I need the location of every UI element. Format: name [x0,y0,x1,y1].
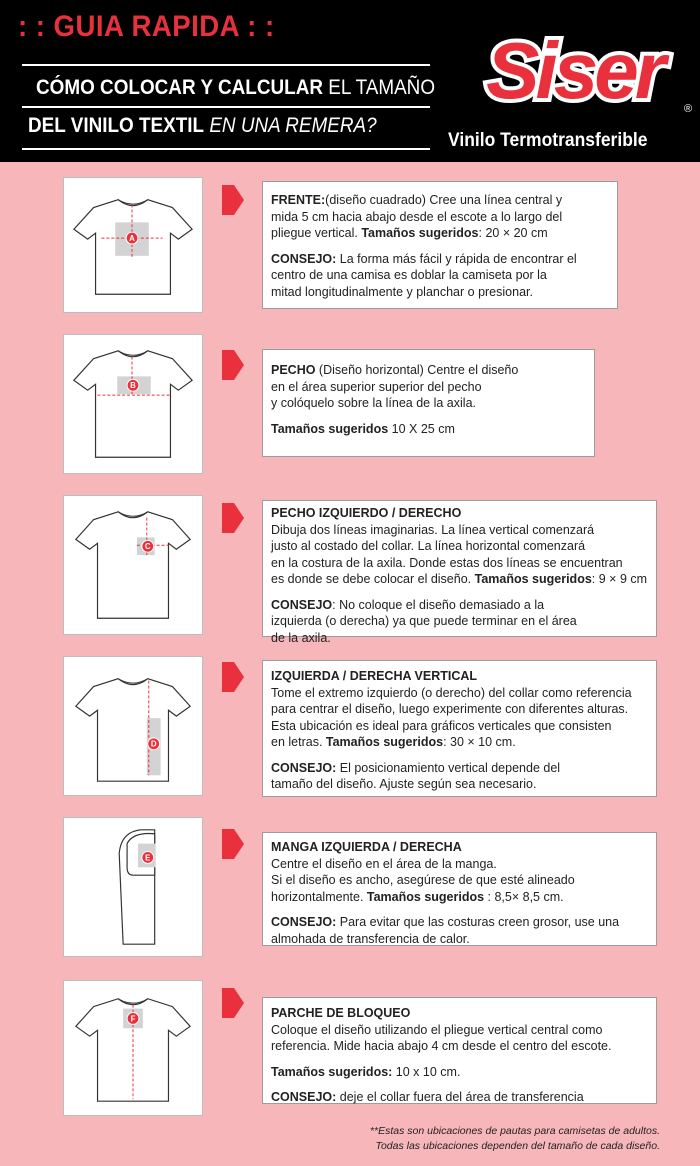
text-run: en la costura de la axila. Donde estas dos líneas se encuentran [271,555,623,570]
svg-text:A: A [129,234,135,244]
spacer [271,1055,648,1064]
svg-text:C: C [144,542,151,552]
text-run: mida 5 cm hacia abajo desde el escote a lo largo del [271,209,563,224]
text-run: Tome el extremo izquierdo (o derecho) del collar como referencia [271,685,632,700]
guide-title: : : GUIA RAPIDA : : [18,10,275,43]
svg-text:®: ® [684,103,692,115]
text-line [271,192,609,209]
text-line [271,395,586,412]
svg-text:F: F [130,1014,136,1024]
spacer [271,751,648,760]
text-line [271,718,648,735]
guide-subtitle-line1: CÓMO COLOCAR Y CALCULAR EL TAMAÑO [36,76,436,99]
guide-subtitle-line2: DEL VINILO TEXTIL EN UNA REMERA? [28,114,377,137]
header-banner [0,0,700,162]
text-line [271,760,648,777]
svg-text:E: E [145,853,151,863]
text-line [271,872,648,889]
arrow-right-icon [222,662,244,692]
spacer [271,1080,648,1089]
text-run: almohada de transferencia de calor. [271,931,470,946]
text-run: justo al costado del collar. La línea horizontal comenzará [271,539,586,553]
text-bold: IZQUIERDA / DERECHA VERTICAL [271,669,478,683]
text-run: : 30 × 10 cm. [443,735,516,749]
text-line [271,889,648,906]
text-line [271,362,586,379]
text-line [271,1022,648,1039]
text-run: (Diseño horizontal) Centre el diseño [315,363,519,377]
text-line [271,630,648,647]
text-bold: PECHO IZQUIERDO / DERECHO [271,506,462,520]
text-line [271,776,648,793]
text-run: Centre el diseño en el área de la manga. [271,856,497,871]
text-run: para centrar el diseño, luego experimente con diferentes alturas. [271,702,629,716]
text-line [271,209,609,226]
text-bold: PARCHE DE BLOQUEO [271,1006,411,1020]
text-run: Si el diseño es ancho, asegúrese de que esté alineado [271,873,575,887]
text-line [271,701,648,718]
arrow-right-icon [222,988,244,1018]
text-run: es donde se debe colocar el diseño. [271,572,475,586]
svg-text:Siser: Siser [486,26,662,115]
tshirt-chest-diagram [63,334,203,474]
text-line [271,421,586,438]
text-run: deje el collar fuera del área de transferencia [336,1090,584,1104]
text-run: de la axila. [271,630,331,645]
text-bold: Tamaños sugeridos [325,735,444,749]
text-bold: Tamaños sugeridos [271,421,389,436]
text-bold: CONSEJO [271,597,333,612]
spacer [271,905,648,914]
text-run: Coloque el diseño utilizando el pliegue vertical central como [271,1022,603,1037]
header-divider [22,106,430,108]
svg-text:B: B [130,381,136,391]
text-line [271,1064,648,1081]
text-run: centro de una camisa es doblar la camiseta por la [271,268,547,282]
svg-text:D: D [150,739,157,749]
arrow-right-icon [222,350,244,380]
text-run: en el área superior superior del pecho [271,379,482,394]
text-run: 10 x 10 cm. [392,1064,461,1079]
text-run: (diseño cuadrado) Cree una línea central y [325,193,563,207]
arrow-right-icon [222,503,244,533]
text-run: La forma más fácil y rápida de encontrar el [336,251,577,266]
text-line [271,505,648,522]
section-text-parche [262,997,657,1104]
text-run: Para evitar que las costuras creen grosor, use una [336,915,620,929]
text-run: izquierda (o derecha) ya que puede terminar en el área [271,614,577,628]
text-line [271,931,648,948]
header-divider [22,148,430,150]
text-run: pliegue vertical. [271,226,362,240]
text-run: horizontalmente. [271,889,367,904]
text-bold: Tamaños sugeridos [361,226,479,240]
text-run: : 8,5× 8,5 cm. [484,889,564,904]
section-text-pecho-izq-der [262,500,657,645]
section-text-pecho [262,349,595,457]
text-line [271,1038,648,1055]
text-line [271,1005,648,1022]
text-run: referencia. Mide hacia abajo 4 cm desde el centro del escote. [271,1039,612,1053]
text-line [271,267,609,284]
tshirt-sleeve-diagram [63,817,203,957]
text-line [271,613,648,630]
text-line [271,251,609,268]
text-line [271,379,586,396]
tshirt-patch-diagram [63,980,203,1116]
text-run: Esta ubicación es ideal para gráficos verticales que consisten [271,718,612,733]
text-line [271,284,609,301]
footer-note: **Estas son ubicaciones de pautas para camisetas de adultos. Todas las ubicaciones dependen del tamaño de cada diseño. [369,1125,660,1152]
text-run: El posicionamiento vertical depende del [336,760,561,775]
section-text-vertical [262,660,657,797]
text-line [271,685,648,702]
header-divider [22,64,430,66]
text-run: en letras. [271,735,326,749]
text-run: tamaño del diseño. Ajuste según sea necesario. [271,777,537,791]
text-line [271,571,648,588]
tagline: Vinilo Termotransferible [448,130,648,151]
arrow-right-icon [222,185,244,215]
text-bold: PECHO [271,363,316,377]
text-bold: MANGA IZQUIERDA / DERECHA [271,840,462,854]
text-bold: Tamaños sugeridos [474,572,592,586]
text-run: y colóquelo sobre la línea de la axila. [271,396,476,410]
text-bold: Tamaños sugeridos [366,889,485,904]
tshirt-front-diagram [63,177,203,313]
text-line [271,555,648,572]
tshirt-left-chest-diagram [63,495,203,635]
text-line [271,914,648,931]
text-line [271,597,648,614]
text-bold: FRENTE: [271,193,326,207]
spacer [271,588,648,597]
text-bold: Tamaños sugeridos: [271,1064,393,1079]
text-line [271,856,648,873]
tshirt-vertical-diagram [63,656,203,796]
section-text-frente [262,181,618,309]
text-line [271,225,609,242]
text-line [271,839,648,856]
text-run: : No coloque el diseño demasiado a la [332,597,545,612]
text-bold: CONSEJO: [271,251,337,266]
arrow-right-icon [222,829,244,859]
text-bold: CONSEJO: [271,1090,337,1104]
text-run: mitad longitudinalmente y planchar o presionar. [271,284,533,299]
text-bold: CONSEJO: [271,760,337,775]
siser-logo [456,24,692,116]
text-line [271,668,648,685]
text-bold: CONSEJO: [271,915,337,929]
spacer [271,242,609,251]
text-line [271,1089,648,1106]
spacer [271,412,586,421]
text-line [271,538,648,555]
text-run: : 20 × 20 cm [478,226,548,240]
text-run: Dibuja dos líneas imaginarias. La línea vertical comenzará [271,522,595,537]
text-run: : 9 × 9 cm [591,572,648,586]
section-text-manga [262,832,657,946]
text-run: 10 X 25 cm [388,421,455,436]
text-line [271,734,648,751]
text-line [271,522,648,539]
